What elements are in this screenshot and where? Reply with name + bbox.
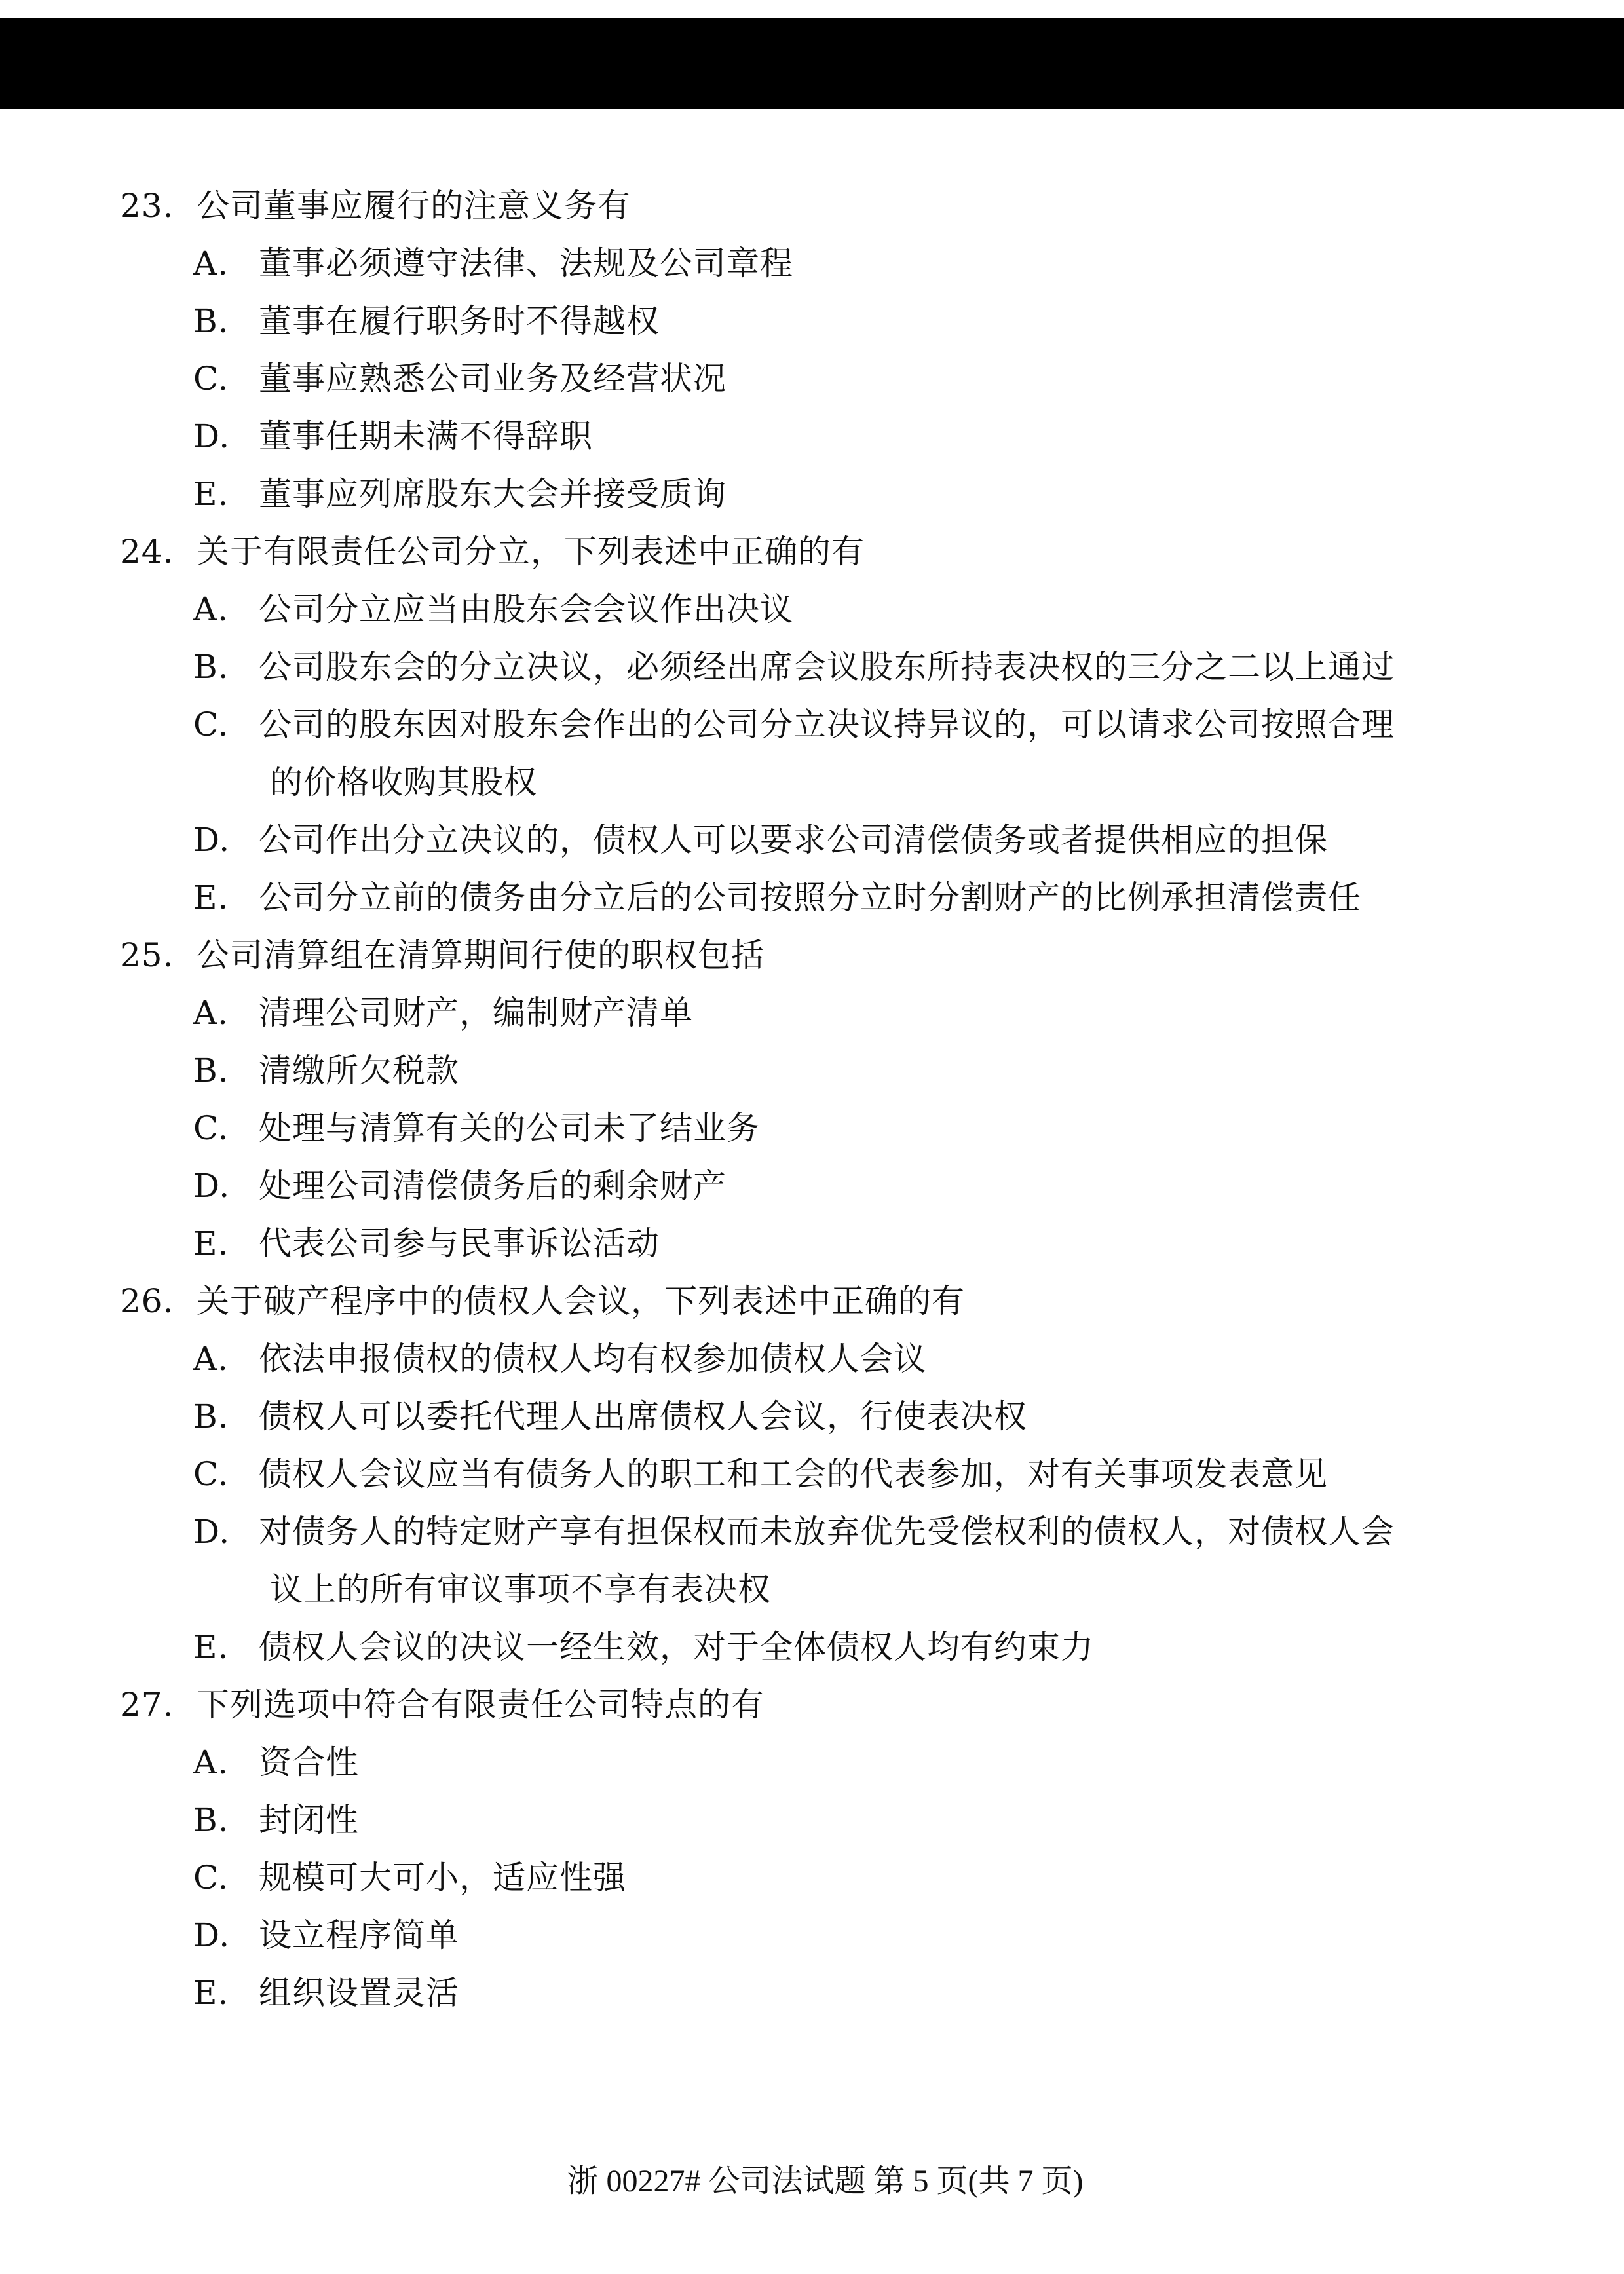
question-list [0, 177, 1624, 2022]
option-letter: B. [193, 1801, 229, 1839]
option-letter: A. [193, 1743, 229, 1781]
option-letter: C. [193, 1109, 229, 1147]
question-text: 关于有限责任公司分立，下列表述中正确的有 [197, 533, 865, 571]
question-26-stem [0, 1272, 1624, 1330]
option-text: 债权人可以委托代理人出席债权人会议，行使表决权 [259, 1397, 1027, 1435]
option-text: 公司分立前的债务由分立后的公司按照分立时分割财产的比例承担清偿责任 [259, 879, 1361, 917]
option-text: 公司股东会的分立决议，必须经出席会议股东所持表决权的三分之二以上通过 [259, 648, 1395, 686]
option-26-d-continuation [0, 1561, 1624, 1618]
option-text: 公司分立应当由股东会会议作出决议 [259, 590, 793, 628]
option-text: 处理与清算有关的公司未了结业务 [259, 1109, 760, 1147]
option-24-a [0, 580, 1624, 638]
option-text: 公司作出分立决议的，债权人可以要求公司清偿债务或者提供相应的担保 [259, 821, 1328, 859]
option-text: 债权人会议应当有债务人的职工和工会的代表参加，对有关事项发表意见 [259, 1455, 1328, 1493]
question-text: 公司清算组在清算期间行使的职权包括 [197, 936, 765, 974]
option-text: 资合性 [259, 1743, 359, 1781]
option-text-continuation: 的价格收购其股权 [270, 763, 537, 801]
option-letter: E. [193, 1628, 229, 1666]
option-25-a [0, 984, 1624, 1042]
option-text: 封闭性 [259, 1801, 359, 1839]
question-number: 26. [120, 1282, 174, 1320]
option-25-e [0, 1215, 1624, 1272]
option-text: 公司的股东因对股东会作出的公司分立决议持异议的，可以请求公司按照合理 [259, 706, 1395, 744]
question-number: 27. [120, 1686, 174, 1724]
option-letter: D. [193, 1916, 231, 1954]
option-text: 董事任期未满不得辞职 [259, 417, 593, 455]
scan-black-bar [0, 18, 1624, 109]
option-text: 处理公司清偿债务后的剩余财产 [259, 1167, 727, 1205]
option-text: 对债务人的特定财产享有担保权而未放弃优先受偿权利的债权人，对债权人会 [259, 1513, 1395, 1551]
question-23-stem [0, 177, 1624, 235]
option-26-c [0, 1445, 1624, 1503]
option-letter: B. [193, 648, 229, 686]
option-letter: D. [193, 1167, 231, 1205]
option-text: 代表公司参与民事诉讼活动 [259, 1224, 660, 1262]
option-25-c [0, 1099, 1624, 1157]
option-text: 董事应熟悉公司业务及经营状况 [259, 360, 727, 398]
option-27-c [0, 1849, 1624, 1906]
option-26-a [0, 1330, 1624, 1388]
option-text-continuation: 议上的所有审议事项不享有表决权 [270, 1570, 771, 1608]
option-letter: B. [193, 1397, 229, 1435]
option-26-d [0, 1503, 1624, 1561]
option-letter: A. [193, 590, 229, 628]
option-text: 依法申报债权的债权人均有权参加债权人会议 [259, 1340, 927, 1378]
option-23-a [0, 235, 1624, 292]
option-letter: C. [193, 1859, 229, 1897]
option-24-c [0, 696, 1624, 753]
option-letter: B. [193, 302, 229, 340]
option-letter: D. [193, 1513, 231, 1551]
option-letter: A. [193, 1340, 229, 1378]
option-27-b [0, 1791, 1624, 1849]
option-letter: E. [193, 475, 229, 513]
option-23-c [0, 350, 1624, 407]
option-text: 债权人会议的决议一经生效，对于全体债权人均有约束力 [259, 1628, 1094, 1666]
option-letter: A. [193, 244, 229, 282]
option-25-d [0, 1157, 1624, 1215]
option-letter: C. [193, 706, 229, 744]
question-27-stem [0, 1676, 1624, 1734]
option-text: 清缴所欠税款 [259, 1052, 459, 1090]
question-text: 关于破产程序中的债权人会议，下列表述中正确的有 [197, 1282, 965, 1320]
option-24-e [0, 869, 1624, 926]
option-23-d [0, 407, 1624, 465]
option-letter: C. [193, 1455, 229, 1493]
option-26-e [0, 1618, 1624, 1676]
option-text: 设立程序简单 [259, 1916, 459, 1954]
question-25-stem [0, 926, 1624, 984]
option-24-b [0, 638, 1624, 696]
question-text: 公司董事应履行的注意义务有 [197, 187, 631, 225]
option-text: 规模可大可小，适应性强 [259, 1859, 626, 1897]
question-number: 23. [120, 187, 174, 225]
option-letter: B. [193, 1052, 229, 1090]
option-text: 组织设置灵活 [259, 1974, 459, 2012]
question-number: 24. [120, 533, 174, 571]
option-letter: D. [193, 821, 231, 859]
option-24-c-continuation [0, 753, 1624, 811]
option-25-b [0, 1042, 1624, 1099]
option-text: 董事在履行职务时不得越权 [259, 302, 660, 340]
question-text: 下列选项中符合有限责任公司特点的有 [197, 1686, 765, 1724]
option-text: 董事必须遵守法律、法规及公司章程 [259, 244, 793, 282]
option-letter: D. [193, 417, 231, 455]
option-letter: E. [193, 879, 229, 917]
option-text: 清理公司财产，编制财产清单 [259, 994, 693, 1032]
option-23-b [0, 292, 1624, 350]
option-letter: E. [193, 1974, 229, 2012]
page-footer: 浙 00227# 公司法试题 第 5 页(共 7 页) [567, 2164, 1084, 2199]
option-26-b [0, 1388, 1624, 1445]
option-24-d [0, 811, 1624, 869]
option-letter: C. [193, 360, 229, 398]
option-27-e [0, 1964, 1624, 2022]
option-23-e [0, 465, 1624, 523]
option-letter: A. [193, 994, 229, 1032]
option-27-a [0, 1734, 1624, 1791]
question-number: 25. [120, 936, 174, 974]
option-text: 董事应列席股东大会并接受质询 [259, 475, 727, 513]
option-27-d [0, 1906, 1624, 1964]
option-letter: E. [193, 1224, 229, 1262]
question-24-stem [0, 523, 1624, 580]
